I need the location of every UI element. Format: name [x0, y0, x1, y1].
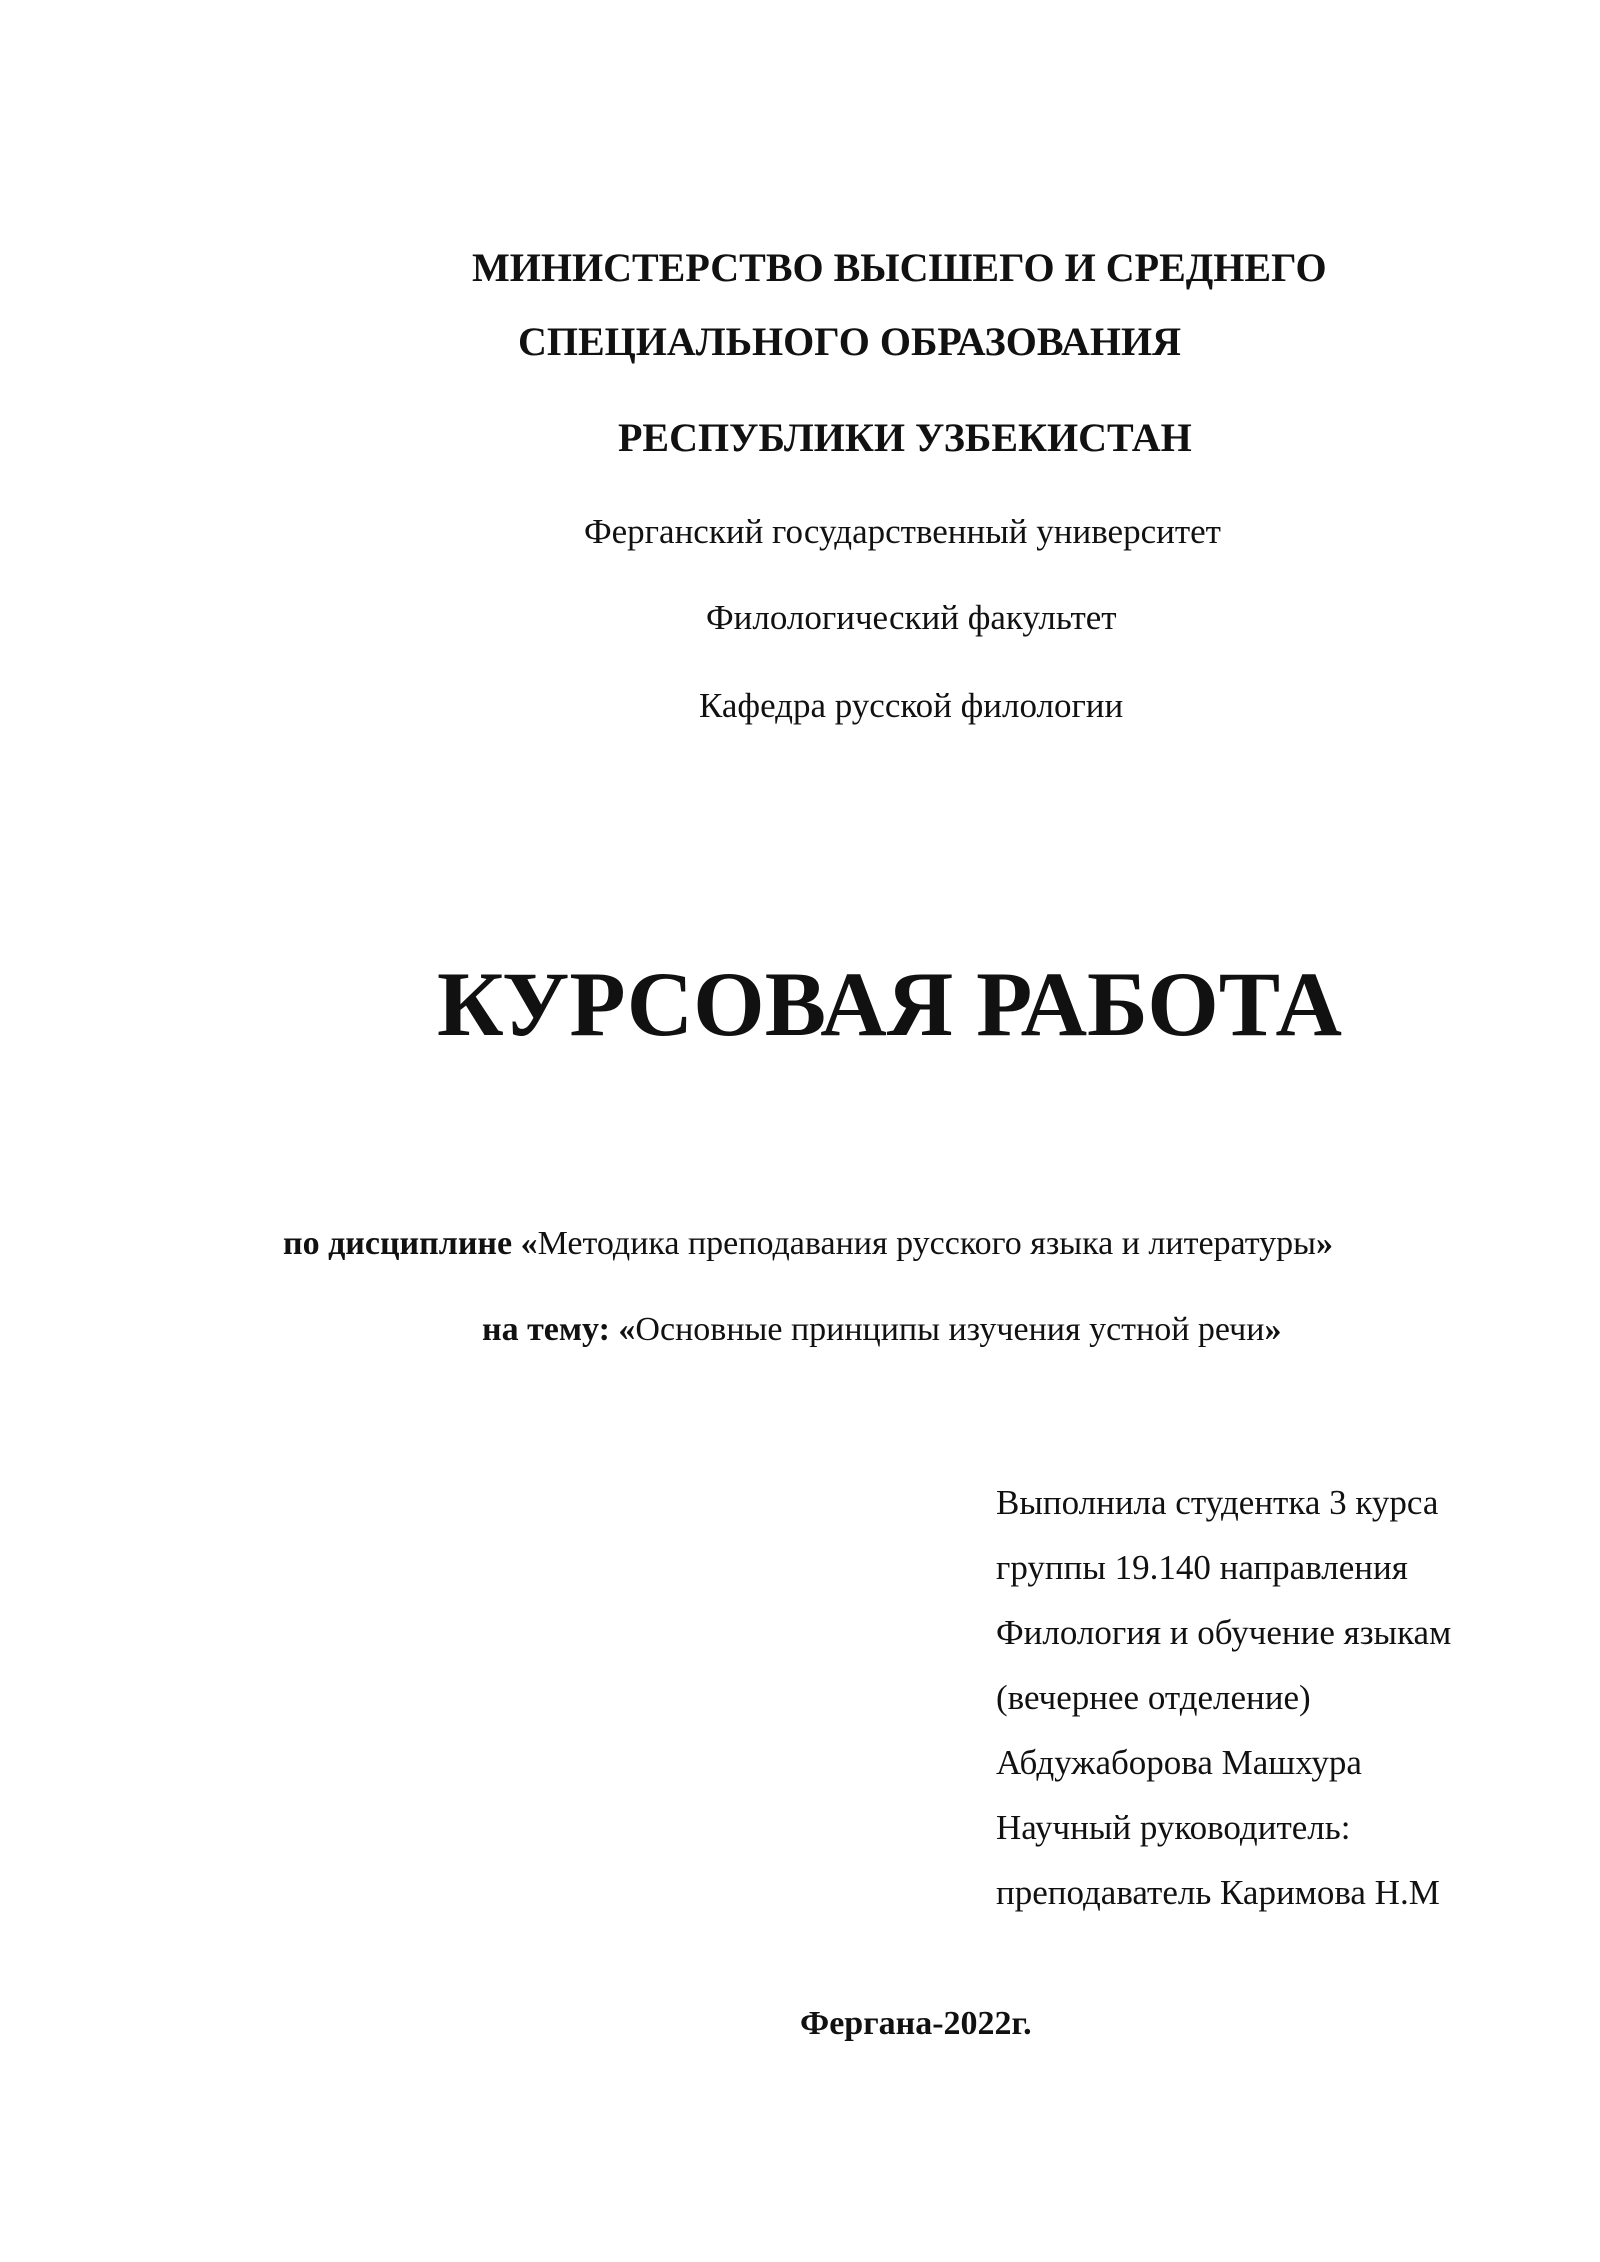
ministry-line-3: РЕСПУБЛИКИ УЗБЕКИСТАН — [618, 415, 1192, 460]
discipline-prefix: по дисциплине « — [283, 1225, 538, 1262]
department-name: Кафедра русской филологии — [699, 686, 1124, 725]
supervisor-label: Научный руководитель: — [996, 1808, 1351, 1847]
topic-prefix: на тему: « — [482, 1311, 636, 1348]
topic-suffix: » — [1264, 1311, 1282, 1348]
discipline-line — [283, 1227, 1333, 1261]
discipline-name: Методика преподавания русского языка и литературы — [537, 1225, 1317, 1262]
author-line: (вечернее отделение) — [996, 1678, 1311, 1717]
university-name: Ферганский государственный университет — [584, 512, 1221, 551]
city-year: Фергана-2022г. — [800, 2005, 1032, 2042]
topic-line — [482, 1313, 1281, 1347]
author-line: группы 19.140 направления — [996, 1548, 1408, 1587]
author-line: Филология и обучение языкам — [996, 1613, 1452, 1652]
discipline-suffix: » — [1316, 1225, 1334, 1262]
topic-name: Основные принципы изучения устной речи — [635, 1311, 1265, 1348]
supervisor-name: преподаватель Каримова Н.М — [996, 1873, 1440, 1912]
document-title: КУРСОВАЯ РАБОТА — [437, 953, 1342, 1055]
ministry-line-1: МИНИСТЕРСТВО ВЫСШЕГО И СРЕДНЕГО — [472, 245, 1327, 290]
author-name: Абдужаборова Машхура — [996, 1743, 1362, 1782]
author-line: Выполнила студентка 3 курса — [996, 1483, 1439, 1522]
ministry-line-2: СПЕЦИАЛЬНОГО ОБРАЗОВАНИЯ — [518, 319, 1181, 364]
faculty-name: Филологический факультет — [706, 598, 1117, 637]
